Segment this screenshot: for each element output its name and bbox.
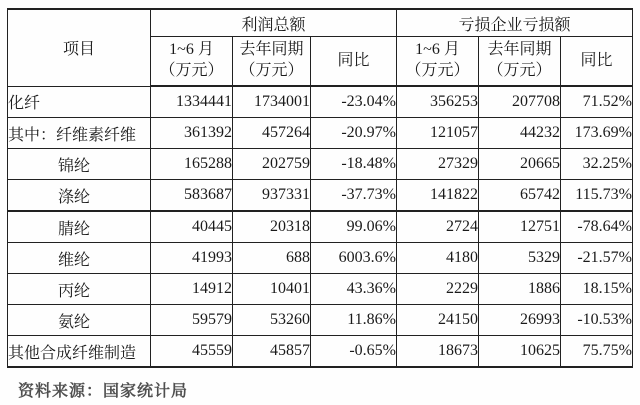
profit-yoy-value: -18.48% <box>311 149 397 180</box>
profit-yoy-value: -20.97% <box>311 118 397 149</box>
header-loss-previous-period <box>479 37 561 87</box>
loss-current-value: 121057 <box>397 118 479 149</box>
profit-previous-value: 202759 <box>233 149 311 180</box>
profit-current-value: 14912 <box>151 274 233 305</box>
loss-yoy-value: 32.25% <box>561 149 633 180</box>
row-label: 维纶 <box>8 243 151 274</box>
header-line1: 1~6 月 <box>169 41 214 59</box>
header-group-loss: 亏损企业亏损额 <box>397 9 633 37</box>
row-label: 化纤 <box>8 86 151 118</box>
header-profit-current-period <box>151 37 233 87</box>
profit-current-value: 1334441 <box>151 86 233 118</box>
loss-current-value: 27329 <box>397 149 479 180</box>
loss-yoy-value: -10.53% <box>561 305 633 336</box>
row-label: 其他合成纤维制造 <box>8 336 151 368</box>
loss-current-value: 4180 <box>397 243 479 274</box>
loss-previous-value: 207708 <box>479 86 561 118</box>
loss-previous-value: 5329 <box>479 243 561 274</box>
table-row-acrylic <box>8 211 633 243</box>
loss-yoy-value: -78.64% <box>561 211 633 243</box>
loss-yoy-value: 18.15% <box>561 274 633 305</box>
loss-current-value: 24150 <box>397 305 479 336</box>
header-line1: 去年同期 <box>239 41 304 59</box>
loss-current-value: 18673 <box>397 336 479 368</box>
header-line2: （万元） <box>239 62 304 79</box>
profit-previous-value: 20318 <box>233 211 311 243</box>
loss-previous-value: 12751 <box>479 211 561 243</box>
loss-current-value: 2229 <box>397 274 479 305</box>
loss-previous-value: 20665 <box>479 149 561 180</box>
header-profit-yoy: 同比 <box>311 37 397 87</box>
header-profit-previous-period <box>233 37 311 87</box>
loss-yoy-value: -21.57% <box>561 243 633 274</box>
table-row-polyamide <box>8 149 633 180</box>
header-line2: （万元） <box>487 62 552 79</box>
row-label: 腈纶 <box>8 211 151 243</box>
statistics-table <box>7 8 633 368</box>
profit-yoy-value: -37.73% <box>311 180 397 212</box>
profit-yoy-value: 43.36% <box>311 274 397 305</box>
loss-previous-value: 65742 <box>479 180 561 212</box>
row-label: 涤纶 <box>8 180 151 212</box>
loss-yoy-value: 71.52% <box>561 86 633 118</box>
profit-current-value: 583687 <box>151 180 233 212</box>
profit-yoy-value: -0.65% <box>311 336 397 368</box>
profit-current-value: 41993 <box>151 243 233 274</box>
loss-previous-value: 1886 <box>479 274 561 305</box>
table-row-vinylon <box>8 243 633 274</box>
profit-yoy-value: 11.86% <box>311 305 397 336</box>
loss-current-value: 356253 <box>397 86 479 118</box>
header-item-column: 项目 <box>8 9 151 86</box>
profit-current-value: 165288 <box>151 149 233 180</box>
header-loss-yoy: 同比 <box>561 37 633 87</box>
profit-previous-value: 53260 <box>233 305 311 336</box>
profit-current-value: 40445 <box>151 211 233 243</box>
header-line2: （万元） <box>405 62 470 79</box>
loss-current-value: 2724 <box>397 211 479 243</box>
row-label: 锦纶 <box>8 149 151 180</box>
profit-previous-value: 688 <box>233 243 311 274</box>
loss-yoy-value: 115.73% <box>561 180 633 212</box>
table-row-polypropylene <box>8 274 633 305</box>
header-group-row <box>8 9 633 37</box>
header-line1: 去年同期 <box>487 41 552 59</box>
data-source-note: 资料来源：国家统计局 <box>18 383 189 400</box>
loss-yoy-value: 75.75% <box>561 336 633 368</box>
table-row-cellulose-fiber <box>8 118 633 149</box>
loss-previous-value: 44232 <box>479 118 561 149</box>
profit-previous-value: 457264 <box>233 118 311 149</box>
loss-yoy-value: 173.69% <box>561 118 633 149</box>
profit-previous-value: 10401 <box>233 274 311 305</box>
profit-current-value: 45559 <box>151 336 233 368</box>
profit-previous-value: 937331 <box>233 180 311 212</box>
header-group-profit: 利润总额 <box>151 9 397 37</box>
profit-yoy-value: 6003.6% <box>311 243 397 274</box>
table-row-spandex <box>8 305 633 336</box>
profit-yoy-value: 99.06% <box>311 211 397 243</box>
row-label: 丙纶 <box>8 274 151 305</box>
table-row-chemical-fiber <box>8 86 633 118</box>
header-line1: 1~6 月 <box>415 41 460 59</box>
loss-current-value: 141822 <box>397 180 479 212</box>
loss-previous-value: 26993 <box>479 305 561 336</box>
row-label: 其中：纤维素纤维 <box>8 118 151 149</box>
profit-previous-value: 1734001 <box>233 86 311 118</box>
profit-current-value: 59579 <box>151 305 233 336</box>
header-loss-current-period <box>397 37 479 87</box>
table-row-other-synthetic-fiber <box>8 336 633 368</box>
profit-yoy-value: -23.04% <box>311 86 397 118</box>
table-row-polyester <box>8 180 633 212</box>
profit-current-value: 361392 <box>151 118 233 149</box>
row-label: 氨纶 <box>8 305 151 336</box>
header-line2: （万元） <box>159 62 224 79</box>
loss-previous-value: 10625 <box>479 336 561 368</box>
profit-previous-value: 45857 <box>233 336 311 368</box>
